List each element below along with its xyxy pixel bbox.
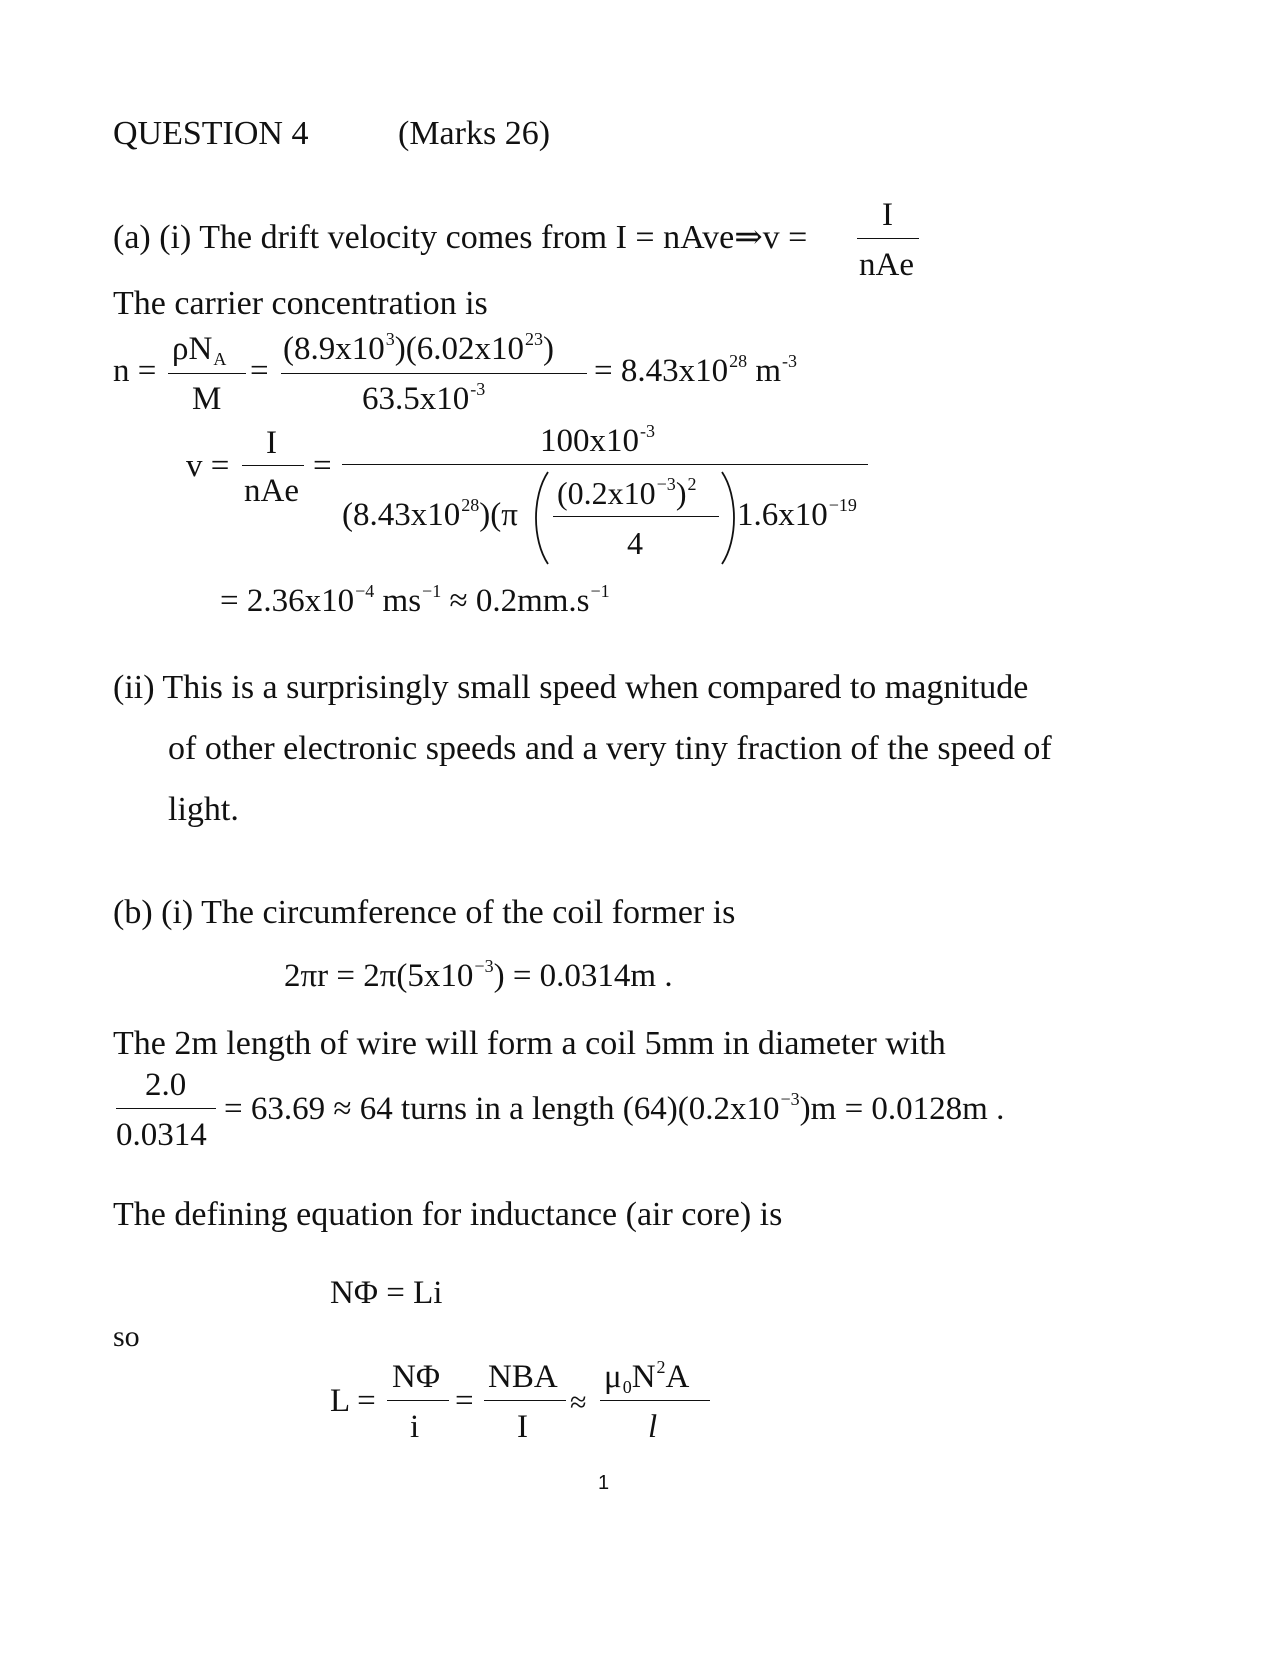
L-frac3-numerator: $\mu 0N^2A$ [604,1357,690,1397]
L-frac2-denominator: I [517,1409,528,1445]
n-frac2-numerator: $(8.9x10^3)(6.02x10^{23})$ [283,329,554,367]
v2-denominator: nAe [244,473,299,509]
L-frac2-bar [484,1400,566,1401]
v-fraction-bar [857,238,919,239]
part-b-line-1: (b) (i) The circumference of the coil former is [113,894,736,931]
v2-bar [242,465,304,466]
carrier-intro-text: The carrier concentration is [113,285,488,322]
n-lhs: n = [113,353,157,389]
wire-length-text: The 2m length of wire will form a coil 5mm in diameter with [113,1025,946,1062]
turns-fraction-numerator: 2.0 [145,1067,187,1103]
L-frac1-numerator: NΦ [392,1359,440,1395]
circumference-equation: $2\pi r = 2\pi(5x10^{-3}) = 0.0314m$ . [284,956,673,994]
inner-fraction-bar [553,516,719,517]
left-large-paren [528,470,552,566]
L-frac1-denominator: i [410,1409,420,1445]
n-frac2-denominator: $63.5x10^{-3}$ [362,379,486,417]
inductance-intro-text: The defining equation for inductance (air core) is [113,1196,783,1233]
equals-sign: = [250,353,269,389]
turns-fraction-bar [116,1108,216,1109]
v-lhs: v = [186,448,230,484]
L-frac3-denominator: l [648,1409,658,1445]
L-lhs: L = [330,1383,376,1419]
turns-fraction-denominator: 0.0314 [116,1117,207,1153]
equals-sign: = [313,448,332,484]
L-frac2-numerator: NBA [488,1359,558,1395]
big-fraction-numerator: $100x10^{-3}$ [540,421,655,459]
big-den-part-c: $1.6x10^{-19}$ [737,495,857,533]
v-fraction-numerator: I [882,197,893,233]
part-ii-line-3: light. [168,791,239,828]
L-frac1-bar [387,1400,449,1401]
n-frac1-bar [168,373,246,374]
v-result: = $2.36x10^{-4}$ $ms^{-1} \approx 0.2mm.s^{-1}$ [220,581,610,619]
part-ii-line-2: of other electronic speeds and a very tiny fraction of the speed of [168,730,1052,767]
part-ii-line-1: (ii) This is a surprisingly small speed when compared to magnitude [113,669,1029,706]
marks-label: (Marks 26) [398,115,551,152]
n-result: = $8.43x10^{28}$ $m^{-3}$ [594,351,798,389]
equals-sign: = [455,1383,474,1419]
L-frac3-bar [600,1400,710,1401]
big-den-part-a: $(8.43x10^{28})(\pi$ [342,495,518,533]
page-number: 1 [598,1472,610,1494]
v2-numerator: I [266,425,277,461]
inner-numerator: $(0.2x10^{-3})^2$ [557,474,697,511]
n-frac1-numerator: ρNA [172,331,227,369]
approx-sign: ≈ [570,1386,587,1419]
v-fraction-denominator: nAe [859,247,914,283]
n-frac1-denominator: M [192,381,222,417]
inner-denominator: 4 [627,525,643,561]
question-title: QUESTION 4 [113,115,309,152]
n-frac2-bar [281,373,587,374]
so-text: so [113,1320,140,1353]
big-fraction-bar [342,464,868,465]
flux-equation: NΦ = Li [330,1275,443,1311]
turns-equation: = 63.69 ≈ 64 turns in a length $(64)(0.2x10^{-3})m = 0.0128m$ . [224,1089,1005,1127]
drift-velocity-text: (a) (i) The drift velocity comes from I = nAve⇒v = [113,219,808,256]
